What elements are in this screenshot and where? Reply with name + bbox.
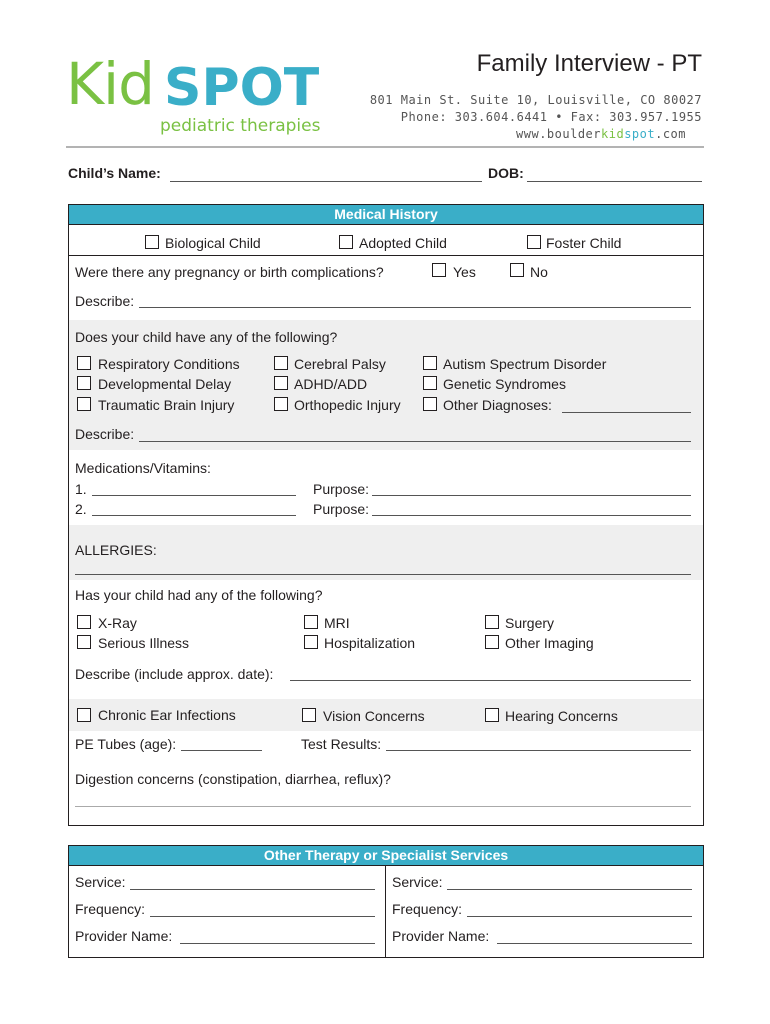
kidspot-logo xyxy=(66,52,366,147)
mri-label: MRI xyxy=(324,615,350,631)
adopted-child-checkbox[interactable] xyxy=(339,235,353,249)
frequency-2-field[interactable] xyxy=(467,916,692,917)
vision-checkbox[interactable] xyxy=(302,708,316,722)
hospitalization-label: Hospitalization xyxy=(324,635,416,651)
purpose-1-label: Purpose: xyxy=(313,481,370,497)
med-2-field[interactable] xyxy=(92,515,296,516)
ear-infections-checkbox[interactable] xyxy=(77,708,91,722)
provider-1-label: Provider Name: xyxy=(75,928,173,944)
foster-child-label: Foster Child xyxy=(546,235,622,251)
developmental-delay-label: Developmental Delay xyxy=(98,376,232,392)
complications-no-label: No xyxy=(530,264,548,280)
tbi-label: Traumatic Brain Injury xyxy=(98,397,235,413)
other-therapy-header: Other Therapy or Specialist Services xyxy=(69,846,703,865)
medical-history-header: Medical History xyxy=(69,205,703,224)
ear-infections-label: Chronic Ear Infections xyxy=(98,707,236,723)
orthopedic-label: Orthopedic Injury xyxy=(294,397,401,413)
logo-spot-text: SPOT xyxy=(164,58,320,118)
address-line: 801 Main St. Suite 10, Louisville, CO 80027 xyxy=(369,93,702,107)
purpose-1-field[interactable] xyxy=(372,495,691,496)
cerebral-palsy-checkbox[interactable] xyxy=(274,356,288,370)
complications-no-checkbox[interactable] xyxy=(510,263,524,277)
developmental-delay-checkbox[interactable] xyxy=(77,376,91,390)
describe-field[interactable] xyxy=(139,307,691,308)
med-2-label: 2. xyxy=(75,501,87,517)
frequency-1-label: Frequency: xyxy=(75,901,146,917)
adhd-checkbox[interactable] xyxy=(274,376,288,390)
surgery-checkbox[interactable] xyxy=(485,615,499,629)
web-suffix: .com xyxy=(655,127,686,141)
purpose-2-field[interactable] xyxy=(372,515,691,516)
adopted-child-label: Adopted Child xyxy=(359,235,447,251)
tbi-checkbox[interactable] xyxy=(77,397,91,411)
service-2-field[interactable] xyxy=(447,889,692,890)
test-results-field[interactable] xyxy=(386,750,691,751)
other-imaging-checkbox[interactable] xyxy=(485,635,499,649)
other-imaging-label: Other Imaging xyxy=(505,635,594,651)
other-therapy-section xyxy=(68,845,704,958)
autism-checkbox[interactable] xyxy=(423,356,437,370)
service-2-label: Service: xyxy=(392,874,443,890)
genetic-label: Genetic Syndromes xyxy=(443,376,566,392)
header-divider xyxy=(66,146,704,148)
logo-kid-text: Kid xyxy=(66,50,154,118)
hearing-checkbox[interactable] xyxy=(485,708,499,722)
allergies-field[interactable] xyxy=(75,574,691,575)
other-diagnoses-label: Other Diagnoses: xyxy=(443,397,552,413)
allergies-label: ALLERGIES: xyxy=(75,542,157,558)
provider-2-label: Provider Name: xyxy=(392,928,490,944)
serious-illness-label: Serious Illness xyxy=(98,635,190,651)
provider-2-field[interactable] xyxy=(497,943,692,944)
other-diagnoses-field[interactable] xyxy=(562,412,691,413)
med-1-field[interactable] xyxy=(92,495,296,496)
xray-label: X-Ray xyxy=(98,615,137,631)
allergies-block xyxy=(69,525,703,580)
complications-yes-checkbox[interactable] xyxy=(432,263,446,277)
web-spot: spot xyxy=(624,127,656,141)
test-results-label: Test Results: xyxy=(301,736,382,752)
foster-child-checkbox[interactable] xyxy=(527,235,541,249)
complications-yes-label: Yes xyxy=(453,264,476,280)
pe-tubes-field[interactable] xyxy=(181,750,262,751)
respiratory-checkbox[interactable] xyxy=(77,356,91,370)
xray-checkbox[interactable] xyxy=(77,615,91,629)
describe-conditions-field[interactable] xyxy=(139,441,691,442)
hospitalization-checkbox[interactable] xyxy=(304,635,318,649)
surgery-label: Surgery xyxy=(505,615,555,631)
service-1-field[interactable] xyxy=(130,889,375,890)
procedures-question: Has your child had any of the following? xyxy=(75,587,323,603)
header-rule xyxy=(69,224,703,225)
describe-label: Describe: xyxy=(75,293,135,309)
conditions-question: Does your child have any of the following? xyxy=(75,329,338,345)
describe-date-label: Describe (include approx. date): xyxy=(75,666,274,682)
frequency-2-label: Frequency: xyxy=(392,901,463,917)
serious-illness-checkbox[interactable] xyxy=(77,635,91,649)
phone-fax-line: Phone: 303.604.6441 • Fax: 303.957.1955 xyxy=(400,110,702,124)
genetic-checkbox[interactable] xyxy=(423,376,437,390)
web-prefix: www.boulder xyxy=(516,127,601,141)
other-diagnoses-checkbox[interactable] xyxy=(423,397,437,411)
header-rule xyxy=(69,865,703,866)
row-rule xyxy=(69,255,703,256)
provider-1-field[interactable] xyxy=(180,943,375,944)
biological-child-checkbox[interactable] xyxy=(145,235,159,249)
column-divider xyxy=(385,865,386,957)
digestion-field[interactable] xyxy=(75,806,691,807)
describe-date-field[interactable] xyxy=(290,680,691,681)
adhd-label: ADHD/ADD xyxy=(294,376,368,392)
vision-label: Vision Concerns xyxy=(323,708,425,724)
describe-conditions-label: Describe: xyxy=(75,426,135,442)
dob-label: DOB: xyxy=(488,165,524,181)
med-1-label: 1. xyxy=(75,481,87,497)
digestion-question: Digestion concerns (constipation, diarrhea, reflux)? xyxy=(75,771,391,787)
pe-tubes-label: PE Tubes (age): xyxy=(75,736,177,752)
mri-checkbox[interactable] xyxy=(304,615,318,629)
respiratory-label: Respiratory Conditions xyxy=(98,356,240,372)
complications-question: Were there any pregnancy or birth complications? xyxy=(75,264,384,280)
autism-label: Autism Spectrum Disorder xyxy=(443,356,607,372)
orthopedic-checkbox[interactable] xyxy=(274,397,288,411)
childs-name-label: Child’s Name: xyxy=(68,165,161,181)
website-line[interactable] xyxy=(516,127,686,141)
hearing-label: Hearing Concerns xyxy=(505,708,618,724)
logo-subtitle: pediatric therapies xyxy=(160,116,321,136)
childs-name-field[interactable] xyxy=(170,181,482,182)
medications-label: Medications/Vitamins: xyxy=(75,460,211,476)
cerebral-palsy-label: Cerebral Palsy xyxy=(294,356,386,372)
form-title: Family Interview - PT xyxy=(476,50,702,77)
purpose-2-label: Purpose: xyxy=(313,501,370,517)
biological-child-label: Biological Child xyxy=(165,235,261,251)
medical-history-section xyxy=(68,204,704,826)
frequency-1-field[interactable] xyxy=(150,916,375,917)
dob-field[interactable] xyxy=(527,181,702,182)
web-kid: kid xyxy=(601,127,625,141)
service-1-label: Service: xyxy=(75,874,126,890)
